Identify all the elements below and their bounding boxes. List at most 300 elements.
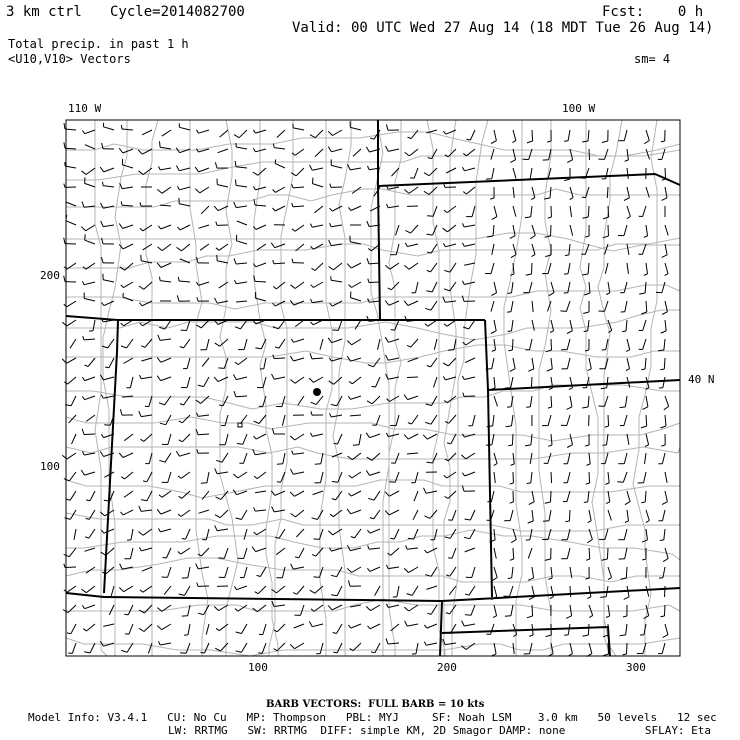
wind-barb bbox=[292, 451, 304, 455]
wind-barb bbox=[491, 149, 494, 160]
wind-barb bbox=[216, 453, 228, 462]
wind-barb bbox=[606, 282, 610, 295]
new-mexico-east-border bbox=[440, 601, 442, 656]
wind-barb bbox=[163, 548, 172, 558]
wind-barb bbox=[218, 548, 228, 558]
wind-barb bbox=[81, 225, 95, 231]
wind-barb bbox=[312, 548, 323, 556]
wind-barb bbox=[602, 168, 608, 179]
wind-barb bbox=[315, 149, 323, 157]
wind-barb bbox=[660, 358, 665, 370]
wind-barb bbox=[427, 206, 437, 216]
wind-barb bbox=[102, 567, 114, 574]
wind-barb bbox=[178, 510, 190, 517]
wind-barb bbox=[292, 225, 304, 231]
wind-barb bbox=[179, 198, 190, 206]
wind-barb bbox=[385, 510, 399, 515]
wind-barb bbox=[119, 453, 133, 458]
wind-barb bbox=[618, 225, 627, 236]
wind-barb bbox=[276, 396, 285, 407]
wind-barb bbox=[86, 415, 95, 422]
wind-barb bbox=[551, 472, 552, 483]
wind-barb bbox=[100, 375, 114, 380]
wind-barb bbox=[235, 161, 247, 168]
wind-barb bbox=[292, 149, 304, 155]
wind-barb bbox=[158, 528, 171, 532]
wind-barb bbox=[102, 301, 115, 306]
wind-barb bbox=[102, 339, 114, 348]
wind-barb bbox=[627, 206, 630, 219]
wind-barb bbox=[664, 396, 669, 410]
wind-barb bbox=[82, 605, 95, 609]
county-line bbox=[598, 120, 622, 656]
county-line bbox=[320, 120, 332, 656]
wind-barb bbox=[347, 339, 361, 345]
wind-barb bbox=[545, 548, 551, 560]
wind-barb bbox=[195, 187, 209, 193]
county-line bbox=[220, 120, 238, 656]
wind-barb bbox=[448, 548, 456, 558]
wind-barb bbox=[311, 605, 323, 611]
wind-barb bbox=[560, 301, 570, 311]
wind-barb bbox=[124, 434, 133, 441]
wind-barb bbox=[465, 358, 475, 363]
wind-barb bbox=[465, 586, 475, 595]
wind-barb bbox=[492, 206, 497, 220]
wind-barb bbox=[638, 472, 646, 483]
wind-barb bbox=[244, 529, 247, 540]
wind-barb bbox=[621, 567, 628, 579]
wind-barb bbox=[563, 491, 570, 502]
wind-barb bbox=[608, 567, 612, 580]
wind-barb bbox=[463, 339, 475, 345]
wind-barb bbox=[310, 130, 323, 138]
wind-barb bbox=[370, 510, 380, 519]
wind-barb bbox=[564, 263, 570, 274]
wind-barb bbox=[561, 415, 570, 426]
wind-barb bbox=[320, 339, 323, 350]
wind-barb bbox=[378, 339, 381, 350]
wind-barb bbox=[271, 243, 285, 248]
wind-barb bbox=[443, 358, 456, 366]
wind-barb bbox=[427, 263, 437, 272]
wind-barb bbox=[659, 377, 665, 388]
wind-barb bbox=[491, 377, 495, 389]
wind-barb bbox=[290, 491, 304, 496]
wind-barb bbox=[404, 301, 418, 306]
wind-barb bbox=[233, 472, 247, 478]
wind-barb bbox=[82, 429, 95, 435]
wind-barb bbox=[603, 434, 609, 445]
wind-barb bbox=[566, 605, 572, 618]
small-marker bbox=[238, 423, 242, 427]
wind-barb bbox=[620, 396, 628, 408]
wind-barb bbox=[258, 643, 266, 653]
wind-barb bbox=[124, 491, 133, 497]
wind-barb bbox=[236, 510, 247, 520]
wind-barb bbox=[570, 225, 573, 236]
wind-barb bbox=[157, 509, 171, 514]
wind-barb bbox=[584, 491, 589, 503]
wind-barb bbox=[272, 601, 285, 607]
wind-barb bbox=[663, 548, 668, 562]
wind-barb bbox=[404, 567, 418, 573]
wind-barb bbox=[290, 643, 304, 649]
wind-barb bbox=[196, 564, 209, 569]
wind-barb bbox=[82, 281, 95, 284]
wind-barb bbox=[424, 168, 437, 176]
wind-barb bbox=[290, 434, 304, 440]
wind-barb bbox=[658, 339, 665, 351]
x-tick-label: 100 bbox=[248, 661, 268, 674]
wind-barb bbox=[349, 377, 361, 384]
wind-barb bbox=[404, 434, 418, 439]
wind-barb bbox=[663, 624, 668, 638]
wind-barb bbox=[72, 434, 77, 444]
wind-barb bbox=[291, 510, 304, 517]
wind-barb bbox=[658, 149, 665, 160]
wind-barb bbox=[271, 491, 285, 496]
wind-barb bbox=[543, 149, 551, 160]
wind-barb bbox=[240, 567, 247, 578]
wind-barb bbox=[407, 453, 418, 454]
wind-barb bbox=[238, 339, 247, 350]
wind-barb bbox=[180, 339, 190, 348]
wind-barb bbox=[273, 282, 285, 289]
wind-barb bbox=[661, 434, 665, 446]
wind-barb bbox=[445, 415, 456, 423]
wind-barb bbox=[330, 184, 342, 188]
wind-barb bbox=[347, 263, 361, 268]
wind-barb bbox=[124, 358, 134, 364]
wind-barb bbox=[160, 141, 172, 149]
wind-barb bbox=[139, 547, 152, 551]
wind-barb bbox=[347, 567, 361, 573]
wind-barb bbox=[658, 643, 665, 654]
wind-barb bbox=[542, 415, 551, 426]
wind-barb bbox=[582, 187, 589, 198]
wind-barb bbox=[159, 491, 171, 497]
wind-barb bbox=[298, 396, 304, 405]
wind-barb bbox=[315, 453, 323, 464]
wind-barb bbox=[85, 177, 95, 187]
wind-barb bbox=[178, 472, 190, 478]
wind-barb bbox=[236, 301, 247, 302]
wind-barb bbox=[404, 395, 418, 400]
wind-barb bbox=[219, 282, 228, 288]
wind-barb bbox=[220, 130, 228, 137]
county-line bbox=[66, 150, 680, 180]
wind-barb bbox=[385, 263, 399, 269]
wind-barb bbox=[463, 187, 475, 194]
wind-barb bbox=[70, 339, 76, 348]
wind-barb bbox=[494, 548, 496, 559]
wind-barb bbox=[253, 168, 266, 175]
wind-barb bbox=[368, 491, 380, 500]
wind-barb bbox=[486, 168, 494, 179]
wind-barb bbox=[408, 415, 418, 424]
wind-barb bbox=[427, 358, 437, 367]
wind-barb bbox=[181, 377, 190, 388]
wind-barb bbox=[620, 624, 627, 636]
wind-barb bbox=[407, 339, 418, 347]
wind-barb bbox=[350, 236, 361, 244]
wind-barb bbox=[405, 149, 418, 156]
wind-barb bbox=[532, 320, 534, 331]
wind-barb bbox=[273, 206, 286, 211]
wind-barb bbox=[253, 263, 266, 267]
wind-barb bbox=[599, 529, 608, 540]
wind-barb bbox=[426, 396, 437, 406]
county-line bbox=[66, 417, 680, 441]
county-borders bbox=[66, 120, 680, 656]
wind-barb bbox=[157, 358, 171, 363]
wind-barb bbox=[197, 413, 209, 417]
wind-barb bbox=[625, 510, 629, 523]
wind-barb bbox=[605, 415, 609, 427]
wind-barb bbox=[385, 301, 399, 306]
wind-barb bbox=[69, 415, 76, 423]
wind-barb bbox=[296, 529, 304, 537]
wind-barb bbox=[532, 301, 533, 312]
wind-barb bbox=[219, 567, 228, 578]
wind-barb bbox=[586, 548, 590, 560]
wind-barb bbox=[513, 168, 516, 179]
wind-barb bbox=[406, 546, 418, 550]
wind-barb bbox=[275, 159, 285, 168]
wind-barb bbox=[177, 186, 190, 189]
wind-barb bbox=[330, 223, 343, 227]
wind-barb bbox=[423, 434, 437, 439]
wind-barb bbox=[274, 643, 285, 651]
wind-barb bbox=[427, 586, 438, 589]
wind-barb bbox=[588, 358, 592, 371]
wind-barb bbox=[120, 263, 133, 270]
wind-barb bbox=[385, 337, 399, 342]
wind-barb bbox=[330, 301, 342, 306]
wind-barb bbox=[68, 643, 76, 653]
wind-barb bbox=[198, 377, 209, 387]
wind-barb bbox=[599, 149, 609, 159]
wind-barb bbox=[599, 358, 608, 369]
wind-barb bbox=[587, 643, 592, 657]
wind-barb bbox=[563, 472, 570, 483]
wind-barb bbox=[463, 149, 475, 156]
wind-barb bbox=[290, 356, 304, 361]
wind-barb bbox=[162, 472, 171, 483]
wind-barb bbox=[425, 301, 437, 310]
wind-barb bbox=[526, 168, 532, 179]
wind-barb bbox=[619, 548, 627, 559]
wind-barb bbox=[274, 144, 286, 149]
wind-barb bbox=[101, 395, 114, 399]
wind-barb bbox=[513, 187, 514, 198]
wind-barb bbox=[234, 258, 247, 264]
wind-barb bbox=[120, 183, 133, 189]
wind-barb bbox=[351, 529, 361, 538]
wind-barb bbox=[277, 453, 285, 464]
wind-barb bbox=[197, 449, 209, 453]
wind-barb bbox=[139, 282, 152, 289]
wind-barb bbox=[143, 244, 152, 250]
wind-barb bbox=[624, 586, 629, 599]
wind-barb bbox=[255, 586, 266, 594]
wind-barb bbox=[311, 299, 324, 303]
wind-barb bbox=[659, 510, 666, 521]
wind-barb bbox=[333, 624, 342, 634]
wind-barb bbox=[646, 187, 649, 198]
wind-barb bbox=[464, 263, 475, 265]
wind-barb bbox=[462, 167, 475, 171]
wind-barb bbox=[608, 510, 611, 521]
wind-barb bbox=[526, 339, 532, 350]
wind-barb bbox=[254, 415, 266, 424]
county-line bbox=[66, 480, 680, 498]
wind-barb bbox=[371, 643, 380, 653]
wind-barb bbox=[103, 624, 114, 626]
wind-barb bbox=[109, 605, 114, 615]
wind-barb bbox=[313, 178, 324, 187]
wind-barb bbox=[527, 130, 533, 143]
wind-barb bbox=[127, 529, 133, 540]
wind-barb bbox=[386, 638, 399, 644]
wind-barb bbox=[103, 274, 114, 282]
wind-barb bbox=[550, 586, 554, 599]
wind-barb bbox=[348, 396, 361, 399]
wind-barb bbox=[119, 586, 133, 592]
wind-barb bbox=[413, 510, 418, 520]
wind-barb bbox=[434, 377, 438, 387]
county-line bbox=[190, 120, 208, 656]
kansas-north-border bbox=[488, 380, 680, 390]
wind-barb bbox=[639, 339, 646, 350]
wind-barb bbox=[547, 358, 553, 371]
county-line bbox=[66, 638, 680, 656]
wind-barb bbox=[387, 204, 400, 208]
wind-barb bbox=[196, 282, 209, 285]
wind-barb bbox=[314, 206, 323, 213]
wind-barb bbox=[234, 586, 247, 590]
wind-barb bbox=[329, 358, 342, 361]
wind-barb bbox=[448, 339, 456, 350]
wind-barb bbox=[202, 358, 209, 367]
wind-barb bbox=[254, 529, 266, 535]
wind-barb bbox=[607, 187, 608, 198]
wind-barb bbox=[236, 643, 247, 652]
wind-barb bbox=[465, 605, 475, 615]
wind-barb bbox=[66, 202, 76, 206]
wind-barb bbox=[407, 377, 418, 378]
wind-barb bbox=[530, 453, 532, 464]
wind-barb bbox=[157, 376, 171, 381]
wind-barb bbox=[623, 643, 627, 655]
wind-barb bbox=[425, 567, 437, 576]
wind-barb bbox=[661, 130, 665, 142]
wind-barb bbox=[412, 282, 419, 293]
wind-barb bbox=[291, 339, 304, 342]
wind-barb bbox=[644, 263, 648, 275]
wind-barb bbox=[332, 491, 342, 500]
wind-barb bbox=[119, 148, 133, 153]
wind-barb bbox=[528, 358, 534, 371]
wind-barb bbox=[528, 567, 534, 580]
wind-barb bbox=[142, 130, 152, 135]
wind-barb bbox=[462, 281, 475, 285]
wind-barb bbox=[508, 320, 514, 331]
wind-barb bbox=[86, 491, 95, 501]
wind-barb bbox=[74, 529, 76, 540]
wind-barb bbox=[310, 224, 323, 228]
wind-barb bbox=[624, 187, 629, 201]
wind-barb bbox=[313, 567, 323, 577]
wind-barb bbox=[548, 643, 553, 656]
wind-barb bbox=[235, 280, 248, 284]
wind-barb bbox=[238, 548, 247, 559]
wind-barb bbox=[366, 605, 380, 611]
wind-barb bbox=[599, 396, 609, 406]
wind-barb bbox=[237, 434, 247, 444]
wind-barb bbox=[550, 320, 554, 333]
wind-barb bbox=[215, 525, 228, 530]
wind-barb bbox=[565, 510, 570, 522]
valid-time: Valid: 00 UTC Wed 27 Aug 14 (18 MDT Tue 26 Aug 14) bbox=[292, 20, 714, 36]
wind-barb bbox=[124, 548, 133, 559]
wind-barb bbox=[236, 179, 248, 187]
wind-barb bbox=[121, 472, 133, 479]
wind-barb bbox=[121, 282, 133, 288]
wind-barb bbox=[526, 396, 532, 407]
wind-barb bbox=[639, 282, 646, 294]
wind-barb bbox=[510, 472, 514, 484]
wind-barb bbox=[355, 320, 361, 329]
wind-barb bbox=[126, 377, 133, 388]
wind-barb bbox=[426, 282, 437, 292]
county-line bbox=[452, 120, 488, 656]
wind-barb bbox=[548, 567, 552, 579]
wind-barb bbox=[160, 415, 171, 425]
wind-barb bbox=[546, 339, 552, 352]
wind-barb bbox=[387, 565, 400, 569]
wind-barb bbox=[313, 529, 323, 539]
wind-barb bbox=[405, 243, 418, 247]
wind-barb bbox=[82, 130, 95, 134]
wind-barb bbox=[62, 358, 76, 363]
wind-barb bbox=[333, 643, 342, 653]
wind-barb bbox=[528, 548, 532, 558]
wind-barb bbox=[606, 472, 610, 484]
wind-barb bbox=[329, 263, 342, 270]
wind-barb bbox=[641, 358, 646, 370]
wind-barb bbox=[332, 320, 342, 330]
wind-barb bbox=[164, 586, 171, 595]
wind-barb bbox=[524, 643, 532, 654]
wind-barb bbox=[141, 358, 152, 361]
wind-barb bbox=[182, 529, 190, 539]
wind-barb bbox=[508, 567, 513, 579]
wind-barb bbox=[200, 244, 209, 250]
wind-barb bbox=[162, 567, 172, 577]
wind-barb bbox=[367, 258, 380, 264]
wind-barb bbox=[602, 548, 608, 560]
wind-barb bbox=[414, 491, 418, 501]
wind-barb bbox=[293, 124, 304, 130]
wind-barb bbox=[466, 130, 475, 140]
wind-barb bbox=[310, 165, 324, 170]
wind-barb bbox=[291, 564, 304, 569]
wind-barb bbox=[295, 548, 304, 558]
wind-barb bbox=[645, 453, 647, 464]
wind-barb bbox=[513, 643, 514, 654]
